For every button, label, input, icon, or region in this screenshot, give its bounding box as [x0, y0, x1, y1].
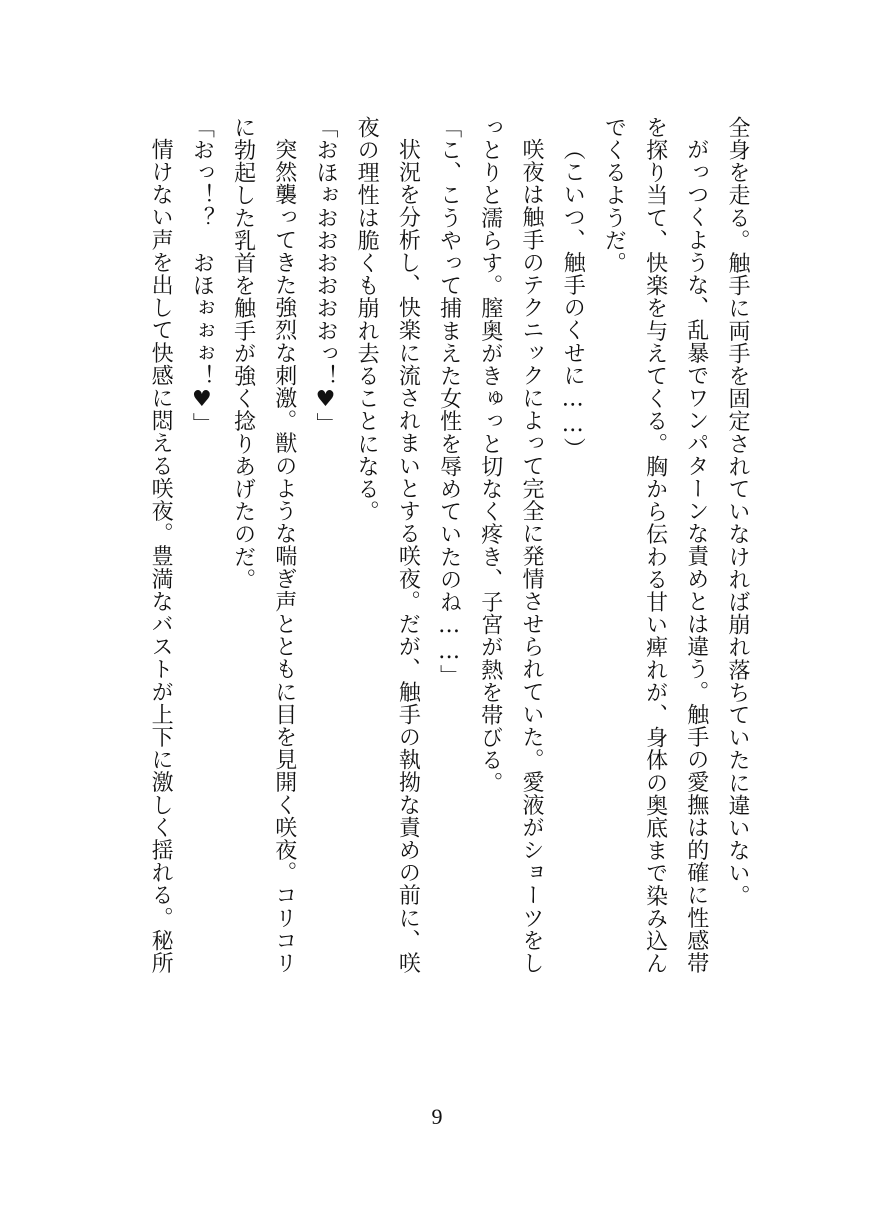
- text-line-10: 夜の理性は脆くも崩れ去ることになる。: [354, 116, 380, 523]
- text-line-13: に勃起した乳首を触手が強く捻りあげたのだ。: [230, 116, 256, 591]
- text-line-9: 状況を分析し、快楽に流されまいとする咲夜。だが、触手の執拗な責めの前に、咲: [395, 138, 421, 975]
- text-line-2: がっつくような、乱暴でワンパターンな責めとは違う。触手の愛撫は的確に性感帯: [683, 138, 709, 975]
- text-line-12: 突然襲ってきた強烈な刺激。獣のような喘ぎ声とともに目を見開く咲夜。コリコリ: [271, 138, 297, 975]
- text-line-3: を探り当て、快楽を与えてくる。胸から伝わる甘い痺れが、身体の奥底まで染み込ん: [642, 116, 668, 975]
- page-number: 9: [431, 1104, 443, 1129]
- text-line-8: 「こ、こうやって捕まえた女性を辱めていたのね……」: [436, 116, 462, 687]
- text-line-7: っとりと濡らす。膣奥がきゅっと切なく疼き、子宮が熱を帯びる。: [477, 116, 503, 794]
- text-line-15: 情けない声を出して快感に悶える咲夜。豊満なバストが上下に激しく揺れる。秘所: [148, 138, 174, 975]
- text-line-11: 「おほぉおおおおおおっ！♥」: [312, 116, 338, 436]
- text-line-4: でくるようだ。: [601, 116, 627, 275]
- vertical-text-block: [108, 116, 758, 1051]
- text-line-1: 全身を走る。触手に両手を固定されていなければ崩れ落ちていたに違いない。: [725, 116, 750, 907]
- text-line-5: （こいつ、触手のくせに……）: [560, 138, 586, 461]
- text-line-14: 「おっ！？ おほぉぉぉ！♥」: [189, 116, 215, 436]
- text-line-6: 咲夜は触手のテクニックによって完全に発情させられていた。愛液がショーツをし: [518, 138, 544, 975]
